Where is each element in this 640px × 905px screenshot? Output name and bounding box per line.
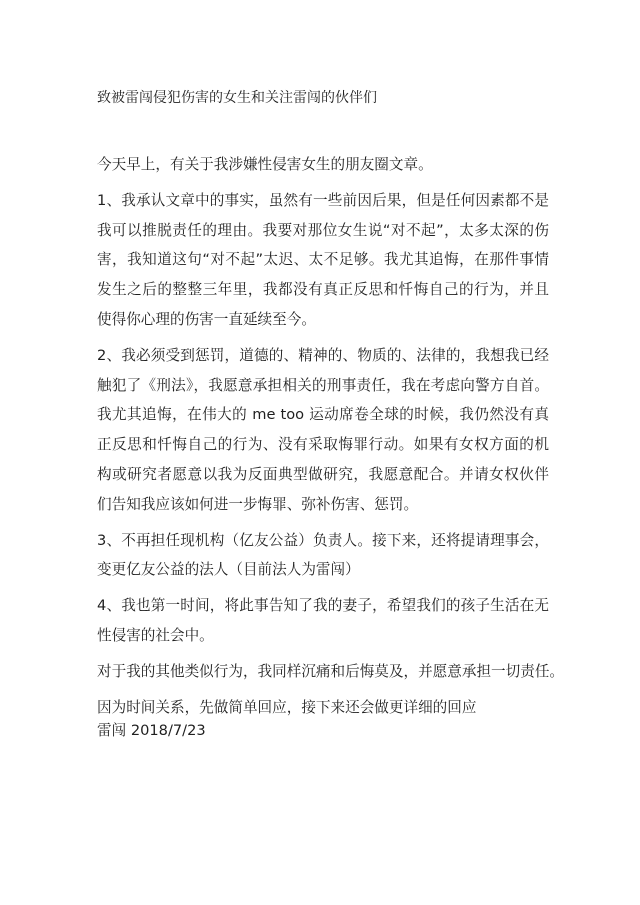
- letter-body: [97, 150, 565, 728]
- intro-paragraph: 今天早上，有关于我涉嫌性侵害女生的朋友圈文章。: [97, 156, 433, 173]
- point-4-paragraph: 4、我也第一时间，将此事告知了我的妻子，希望我们的孩子生活在无性侵害的社会中。: [97, 597, 549, 644]
- point-1-paragraph: 1、我承认文章中的事实，虽然有一些前因后果，但是任何因素都不是我可以推脱责任的理由。我要对那位女生说“对不起”，太多太深的伤害，我知道这句“对不起”太迟、太不足够。我尤其追悔，在那件事情发生之后的整整三年里，我都没有真正反思和忏悔自己的行为，并且使得你心理的伤害一直延续至今。: [97, 191, 549, 328]
- closing-paragraph-2: 因为时间关系，先做简单回应，接下来还会做更详细的回应: [97, 698, 477, 716]
- signature-line: 雷闯 2018/7/23: [97, 722, 206, 739]
- point-3-paragraph: 3、不再担任现机构（亿友公益）负责人。接下来，还将提请理事会，变更亿友公益的法人（目前法人为雷闯）: [97, 531, 549, 579]
- point-2-paragraph: 2、我必须受到惩罚，道德的、精神的、物质的、法律的，我想我已经触犯了《刑法》，我愿意承担相关的刑事责任，我在考虑向警方自首。我尤其追悔，在伟大的 me too 运动席卷全球的时候，我仍然没有真正反思和忏悔自己的行为、没有采取悔罪行动。如果有女权方面的机构或研究者愿意以我为反面典型做研究，我愿意配合。并请女权伙伴们告知我应该如何进一步悔罪、弥补伤害、惩罚。: [97, 346, 549, 513]
- letter-title: 致被雷闯侵犯伤害的女生和关注雷闯的伙伴们: [97, 90, 377, 106]
- closing-paragraph-1: 对于我的其他类似行为，我同样沉痛和后悔莫及，并愿意承担一切责任。: [97, 662, 565, 680]
